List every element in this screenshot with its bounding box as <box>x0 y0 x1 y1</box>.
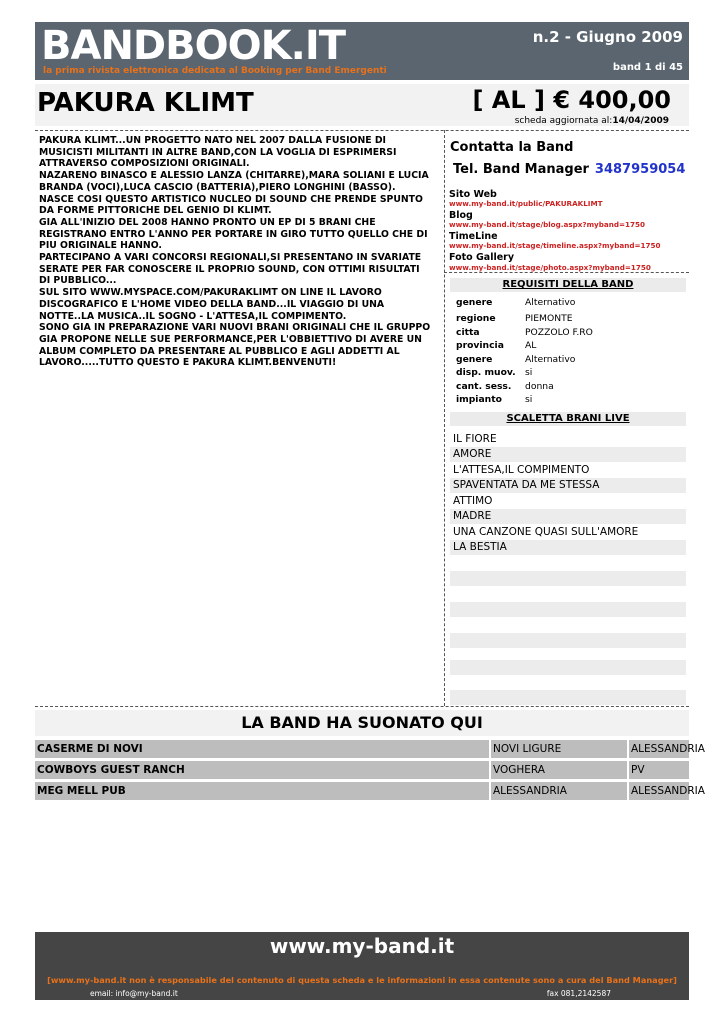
update-label: scheda aggiornata al: <box>514 116 613 126</box>
divider-vertical <box>444 130 445 706</box>
divider-bottom <box>35 706 689 707</box>
venue-name: MEG MELL PUB <box>35 782 489 800</box>
setlist-heading: SCALETTA BRANI LIVE <box>450 412 686 426</box>
venue-row <box>35 782 705 800</box>
band-counter: band 1 di 45 <box>612 62 683 73</box>
timeline-label: TimeLine <box>449 231 498 242</box>
blog-link[interactable]: www.my-band.it/stage/blog.aspx?myband=1750 <box>449 220 646 229</box>
update-info <box>515 116 669 126</box>
requirement-key: cant. sess. <box>456 381 512 392</box>
requirement-key: regione <box>456 313 496 324</box>
gallery-label: Foto Gallery <box>449 252 515 263</box>
footer-site-link[interactable]: www.my-band.it <box>269 934 455 958</box>
band-description <box>39 135 434 369</box>
requirement-key: genere <box>456 297 493 308</box>
requirement-value: POZZOLO F.RO <box>525 327 593 338</box>
requirement-value: donna <box>525 381 554 392</box>
requirement-key: provincia <box>456 340 504 351</box>
setlist-song: MADRE <box>450 509 686 524</box>
venue-name: CASERME DI NOVI <box>35 740 489 758</box>
requirement-value: Alternativo <box>525 297 576 308</box>
setlist-song: UNA CANZONE QUASI SULL'AMORE <box>453 526 639 538</box>
requirement-key: genere <box>456 354 493 365</box>
requirement-key: citta <box>456 327 480 338</box>
setlist-song: LA BESTIA <box>450 540 686 555</box>
setlist-empty-row <box>450 587 686 602</box>
contact-title: Contatta la Band <box>450 140 574 155</box>
requirement-value: si <box>525 367 533 378</box>
setlist-song: AMORE <box>450 447 686 462</box>
band-manager-phone <box>453 162 685 177</box>
website-label: Sito Web <box>449 189 497 200</box>
band-description-text: PAKURA KLIMT...UN PROGETTO NATO NEL 2007 DALLA FUSIONE DI MUSICISTI MILITANTI IN ALTRE BAND,CON LA VOGLIA DI ESPRIMERSI ATTRAVERSO COMPOSIZIONI ORIGINALI. NAZARENO BINASCO E ALESSIO LANZA (CHITARRE),MARA SOLIANI E LUCIA BRANDA (VOCI),LUCA CASCIO (BATTERIA),PIERO LONGHINI (BASSO). NASCE COSI QUESTO ARTISTICO NUCLEO DI SOUND CHE PRENDE SPUNTO DA FORME PITTORICHE DEL GENIO DI KLIMT. GIA ALL'INIZIO DEL 2008 HANNO PRONTO UN EP DI 5 BRANI CHE REGISTRANO ENTRO L'ANNO PER PORTARE IN GIRO TUTTO QUELLO CHE DI PIU ORIGINALE HANNO. PARTECIPANO A VARI CONCORSI REGIONALI,SI PRESENTANO IN SVARIATE SERATE PER FAR CONOSCERE IL PROPRIO SOUND, CON OTTIMI RISULTATI DI PUBBLICO... SUL SITO WWW.MYSPACE.COM/PAKURAKLIMT ON LINE IL LAVORO DISCOGRAFICO E L'HOME VIDEO DELLA BAND...IL VIAGGIO DI UNA NOTTE..LA MUSICA..IL SOGNO - L'ATTESA,IL COMPIMENTO. SONO GIA IN PREPARAZIONE VARI NUOVI BRANI ORIGINALI CHE IL GRUPPO GIA PROPONE NELLE SUE PERFORMANCE,PER L'OBBIETTIVO DI AVERE UN ALBUM COMPLETO DA PRESENTARE AL PUBBLICO E AGLI ADDETTI AL LAVORO.....TUTTO QUESTO E PAKURA KLIMT.BENVENUTI! <box>39 135 431 369</box>
setlist-song: SPAVENTATA DA ME STESSA <box>450 478 686 493</box>
requirement-value: Alternativo <box>525 354 576 365</box>
venue-row <box>35 740 705 758</box>
venue-province: ALESSANDRIA <box>629 782 689 800</box>
setlist-empty-row <box>450 556 686 571</box>
blog-label: Blog <box>449 210 473 221</box>
venue-city: NOVI LIGURE <box>491 740 627 758</box>
setlist-empty-row <box>450 633 686 648</box>
magazine-tagline: la prima rivista elettronica dedicata al Booking per Band Emergenti <box>43 66 387 76</box>
setlist-empty-row <box>450 660 686 675</box>
requirement-value: PIEMONTE <box>525 313 573 324</box>
requirement-key: disp. muov. <box>456 367 516 378</box>
requirement-row <box>450 381 686 395</box>
page-footer <box>35 932 689 1000</box>
setlist-song: IL FIORE <box>453 433 497 445</box>
footer-disclaimer: [www.my-band.it non è responsabile del contenuto di questa scheda e le informazioni in essa contenute sono a cura del Band Manager] <box>47 975 677 985</box>
requirement-value: AL <box>525 340 537 351</box>
venue-province: PV <box>629 761 689 779</box>
phone-label: Tel. Band Manager <box>453 162 589 177</box>
requirement-row <box>450 394 686 408</box>
venue-city: ALESSANDRIA <box>491 782 627 800</box>
setlist-empty-row <box>450 618 686 633</box>
venue-province: ALESSANDRIA <box>629 740 689 758</box>
requirement-row <box>450 340 686 354</box>
timeline-link[interactable]: www.my-band.it/stage/timeline.aspx?myband=1750 <box>449 241 661 250</box>
divider-top <box>35 130 689 131</box>
website-link[interactable]: www.my-band.it/public/PAKURAKLIMT <box>449 199 603 208</box>
requirement-row <box>450 354 686 368</box>
requirement-row <box>450 367 686 381</box>
update-date: 14/04/2009 <box>612 116 669 126</box>
setlist-empty-row <box>450 690 686 705</box>
requirement-row <box>450 297 686 311</box>
requirement-value: si <box>525 394 533 405</box>
venue-name: COWBOYS GUEST RANCH <box>35 761 489 779</box>
venue-row <box>35 761 689 779</box>
setlist-song: ATTIMO <box>453 495 493 507</box>
venue-city: VOGHERA <box>491 761 627 779</box>
setlist-empty-row <box>450 571 686 586</box>
band-title-bar <box>35 84 689 126</box>
setlist-song: L'ATTESA,IL COMPIMENTO <box>453 464 590 476</box>
band-name: PAKURA KLIMT <box>37 88 254 118</box>
requirement-key: impianto <box>456 394 502 405</box>
footer-fax: fax 081,2142587 <box>546 989 611 998</box>
magazine-logo: BANDBOOK.IT <box>41 23 345 69</box>
band-price: [ AL ] € 400,00 <box>472 86 671 114</box>
footer-email[interactable]: email: info@my-band.it <box>90 989 178 998</box>
phone-number[interactable]: 3487959054 <box>594 162 686 177</box>
requirement-row <box>450 327 686 341</box>
gallery-link[interactable]: www.my-band.it/stage/photo.aspx?myband=1750 <box>449 263 651 272</box>
divider-contact <box>444 272 689 273</box>
venues-heading: LA BAND HA SUONATO QUI <box>35 710 689 736</box>
magazine-header <box>35 22 689 80</box>
requirements-heading: REQUISITI DELLA BAND <box>450 278 686 292</box>
issue-label: n.2 - Giugno 2009 <box>532 28 683 46</box>
setlist-empty-row <box>450 602 686 617</box>
requirement-row <box>450 313 686 327</box>
